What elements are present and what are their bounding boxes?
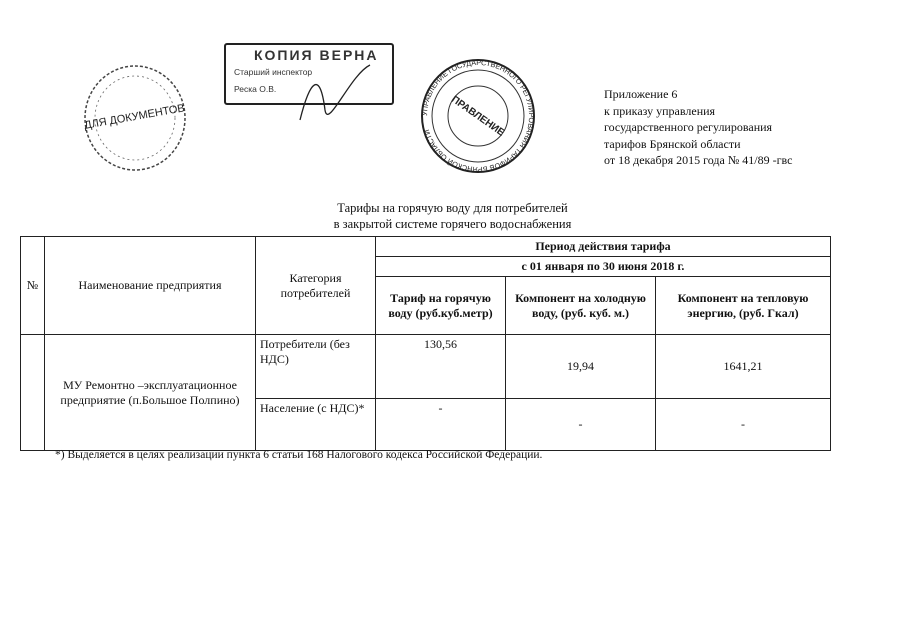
header-period: с 01 января по 30 июня 2018 г. (376, 257, 831, 277)
header-tariff: Тариф на горячую воду (руб.куб.метр) (376, 277, 506, 335)
header-company: Наименование предприятия (45, 237, 256, 335)
row-num (21, 335, 45, 451)
row-heat: 1641,21 (656, 335, 831, 399)
title-line-2: в закрытой системе горячего водоснабжения (333, 217, 572, 231)
company-name: МУ Ремонтно –эксплуатационное предприятие (п.Большое Полпино) (45, 335, 256, 451)
copy-stamp-title: КОПИЯ ВЕРНА (254, 47, 379, 63)
appendix-block (604, 86, 792, 169)
title-line-1: Тарифы на горячую воду для потребителей (337, 201, 568, 215)
official-stamp-text: ПРАВЛЕНИЕ (449, 94, 507, 139)
row-category: Потребители (без НДС) (256, 335, 376, 399)
copy-stamp-position: Старший инспектор (234, 67, 313, 77)
footnote: *) Выделяется в целях реализации пункта 6 статьи 168 Налогового кодекса Российской Федерации. (55, 449, 543, 461)
round-stamp-left (80, 48, 190, 178)
header-category: Категория потребителей (256, 237, 376, 335)
document-title (0, 200, 905, 232)
row-category: Население (с НДС)* (256, 399, 376, 451)
copy-stamp-name: Реска О.В. (234, 84, 277, 94)
official-stamp-ring-text: УПРАВЛЕНИЕ ГОСУДАРСТВЕННОГО РЕГУЛИРОВАНИЯ ТАРИФОВ БРЯНСКОЙ ОБЛАСТИ (419, 57, 537, 175)
tariff-table (20, 236, 831, 451)
appendix-line: от 18 декабря 2015 года № 41/89 -гвс (604, 153, 793, 167)
round-stamp-left-text: ДЛЯ ДОКУМЕНТОВ (83, 102, 186, 132)
appendix-line: тарифов Брянской области (604, 136, 741, 151)
row-heat: - (656, 399, 831, 451)
header-period-title: Период действия тарифа (376, 237, 831, 257)
header-num: № (21, 237, 45, 335)
row-tariff: - (376, 399, 506, 451)
appendix-line: к приказу управления (604, 103, 716, 118)
signature (290, 60, 400, 140)
row-cold: - (506, 399, 656, 451)
header-cold-component: Компонент на холодную воду, (руб. куб. м.) (506, 277, 656, 335)
row-cold: 19,94 (506, 335, 656, 399)
appendix-line: Приложение 6 (604, 87, 678, 101)
appendix-line: государственного регулирования (604, 120, 773, 134)
row-tariff: 130,56 (376, 335, 506, 399)
header-heat-component: Компонент на тепловую энергию, (руб. Гкал) (656, 277, 831, 335)
round-stamp-official (418, 56, 538, 176)
